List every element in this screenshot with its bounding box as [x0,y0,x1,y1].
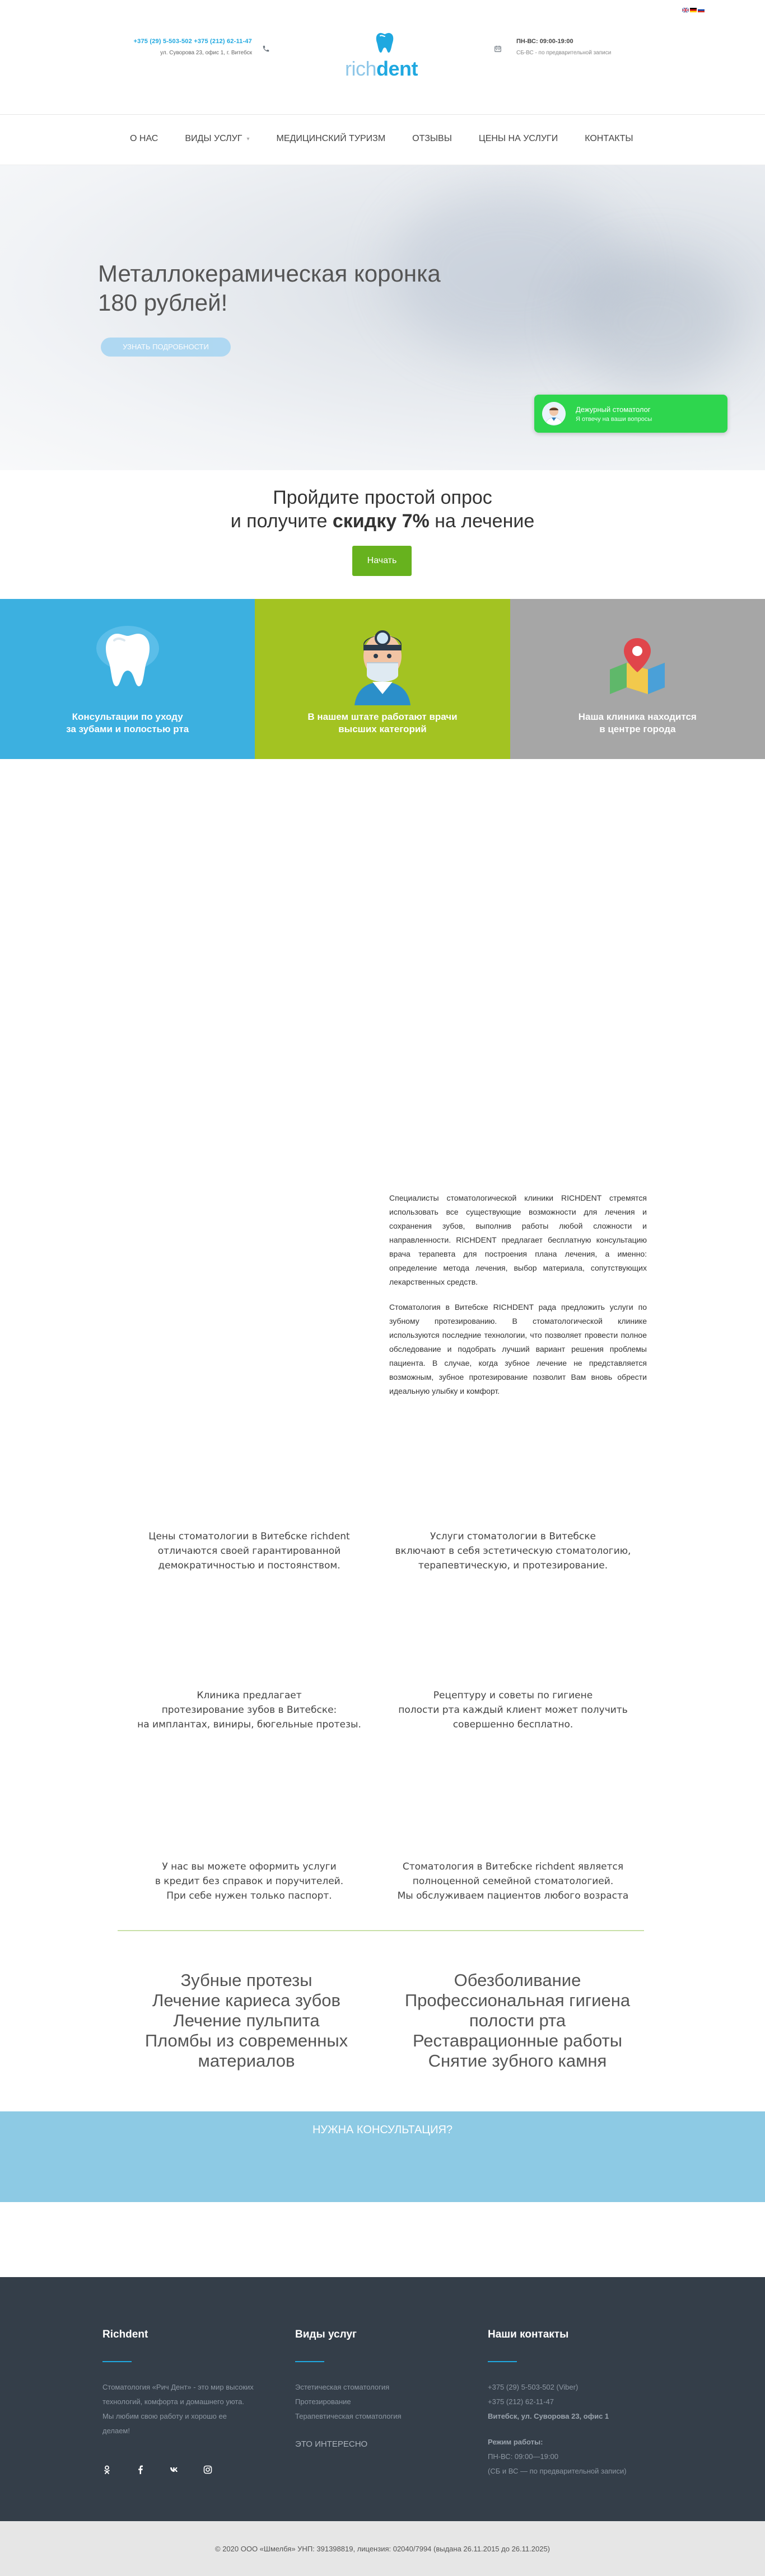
feature-text [0,711,255,736]
service-item[interactable]: Обезболивание [454,1970,581,1990]
footer-about-text: делаем! [102,2427,130,2435]
footer-contacts [488,2329,656,2479]
nav-item-reviews[interactable] [412,134,452,144]
intro-text [389,1191,647,1398]
service-item[interactable]: Лечение пульпита [173,2011,320,2030]
info-line: на имплантах, виниры, бюгельные протезы. [137,1719,361,1730]
intro-paragraph: Специалисты стоматологической клиники RICHDENT стремятся использовать все существующие возможности для лечения и сохранения зубов, выполнив работы любой сложности и направленности. RICHDENT предлагает бесплатную консультацию врача терапевта для построения плана лечения, а именно: определение метода лечения, выбор материала, сопутствующих лекарственных средств. [389,1193,647,1286]
services-list-left [112,1970,381,2071]
features-row [0,599,765,759]
nav-label: ОТЗЫВЫ [412,134,452,143]
odnoklassniki-icon[interactable] [102,2465,111,2474]
info-line: терапевтическую, и протезирование. [418,1560,608,1571]
info-line: Рецептуру и советы по гигиене [433,1690,593,1701]
feature-line: Консультации по уходу [72,711,183,722]
nav-item-about[interactable] [130,134,158,144]
info-line: Клиника предлагает [197,1690,302,1701]
feature-location [510,599,765,759]
nav-label: О НАС [130,134,158,143]
language-switcher [682,8,705,12]
main-nav [0,115,765,165]
survey-text: на лечение [429,510,535,532]
service-item[interactable]: Реставрационные работы [412,2031,623,2050]
hero-background [571,255,739,389]
info-line: отличаются своей гарантированной [157,1545,341,1557]
learn-more-button[interactable]: УЗНАТЬ ПОДРОБНОСТИ [101,338,231,357]
hours-note: СБ-ВС - по предварительной записи [516,50,612,56]
feature-line: В нашем штате работают врачи [307,711,458,722]
footer-link-prosthetics[interactable]: Протезирование [295,2397,351,2406]
info-line: Цены стоматологии в Витебске richdent [148,1531,350,1542]
hero-title-line: Металлокерамическая коронка [98,260,441,287]
survey-subheading [0,510,765,532]
vk-icon[interactable] [170,2465,179,2474]
copyright-text: © 2020 ООО «Шмелбя» УНП: 391398819, лицензия: 02040/7994 (выдана 26.11.2015 до 26.11.2025) [215,2545,550,2553]
footer-link-aesthetic[interactable]: Эстетическая стоматология [295,2383,390,2391]
service-item[interactable]: Пломбы из современных [144,2031,348,2050]
service-item[interactable]: материалов [198,2051,295,2071]
info-line: У нас вы можете оформить услуги [162,1861,337,1872]
logo-dent: dent [376,57,418,80]
info-family [387,1860,639,1903]
chat-title: Дежурный стоматолог [576,405,651,414]
chat-subtitle: Я отвечу на ваши вопросы [576,416,652,423]
phone-icon [262,45,270,53]
footer-link-therapeutic[interactable]: Терапевтическая стоматология [295,2412,402,2420]
footer-phone[interactable]: +375 (212) 62-11-47 [488,2397,554,2406]
top-header [0,0,765,115]
footer-hours-note: (СБ и ВС — по предварительной записи) [488,2467,627,2475]
info-credit [123,1860,375,1903]
section-divider [118,1930,644,1931]
working-hours [516,38,611,56]
nav-item-tourism[interactable] [277,134,386,144]
doctor-icon [343,621,422,705]
tooth-logo-icon [375,32,394,54]
logo-wordmark [345,57,418,81]
info-services [387,1529,639,1573]
info-line: полости рта каждый клиент может получить [398,1704,628,1716]
info-line: Стоматология в Витебске richdent является [402,1861,624,1872]
footer-heading: Richdent [102,2329,148,2340]
social-links [102,2465,270,2474]
service-item[interactable]: полости рта [469,2011,566,2030]
feature-consultation [0,599,255,759]
flag-de-icon[interactable] [690,8,697,12]
info-line: При себе нужен только паспорт. [166,1890,332,1901]
footer-interesting-link[interactable]: ЭТО ИНТЕРЕСНО [295,2439,368,2449]
header-contacts [118,38,252,56]
hero-title [98,259,490,317]
nav-list [130,134,660,144]
site-footer [0,2277,765,2521]
service-item[interactable]: Лечение кариеса зубов [152,1990,341,2010]
footer-about-text: Стоматология «Рич Дент» - это мир высоких [102,2383,254,2391]
service-item[interactable]: Профессиональная гигиена [404,1990,631,2010]
footer-heading-underline [488,2361,517,2362]
footer-address: Витебск, ул. Суворова 23, офис 1 [488,2412,609,2420]
feature-line: в центре города [599,724,676,734]
instagram-icon[interactable] [203,2465,212,2474]
nav-label: ЦЕНЫ НА УСЛУГИ [478,134,558,143]
info-line: совершенно бесплатно. [453,1719,573,1730]
info-prosthetics [123,1688,375,1732]
site-logo[interactable] [343,32,416,81]
service-item[interactable]: Зубные протезы [180,1970,312,1990]
feature-line: Наша клиника находится [578,711,697,722]
feature-line: за зубами и полостью рта [66,724,189,734]
survey-text: и получите [230,510,333,532]
feature-doctors [255,599,510,759]
footer-about [102,2329,270,2474]
chat-widget[interactable] [534,395,727,433]
footer-about-text: Мы любим свою работу и хорошо ее [102,2412,227,2420]
footer-hours-label: Режим работы: [488,2438,543,2446]
dentist-avatar [542,402,566,425]
start-survey-button[interactable]: Начать [352,546,412,576]
service-item[interactable]: Снятие зубного камня [428,2051,607,2071]
footer-heading-underline [295,2361,324,2362]
info-line: включают в себя эстетическую стоматологию, [395,1545,631,1557]
nav-item-contacts[interactable] [585,134,633,144]
chevron-down-icon: ▾ [246,135,250,142]
info-hygiene [387,1688,639,1732]
footer-services [295,2329,463,2449]
facebook-icon[interactable] [136,2465,145,2474]
nav-label: КОНТАКТЫ [585,134,633,143]
info-prices [123,1529,375,1573]
info-line: полноценной семейной стоматологией. [412,1876,614,1887]
copyright-bar [0,2521,765,2576]
feature-text [255,711,510,736]
header-phones[interactable]: +375 (29) 5-503-502 +375 (212) 62-11-47 [133,38,252,45]
footer-heading: Наши контакты [488,2329,569,2340]
services-list-right [383,1970,652,2071]
footer-about-text: технологий, комфорта и домашнего уюта. [102,2397,244,2406]
footer-hours: ПН-ВС: 09:00—19:00 [488,2452,558,2461]
flag-ru-icon[interactable] [698,8,705,12]
survey-heading: Пройдите простой опрос [273,487,492,508]
map-pin-icon [607,633,668,700]
info-line: демократичностью и постоянством. [158,1560,340,1571]
footer-heading-underline [102,2361,132,2362]
footer-heading: Виды услуг [295,2329,357,2340]
hero-banner [0,165,765,470]
hero-title-line: 180 рублей! [98,289,228,316]
info-line: в кредит без справок и поручителей. [155,1876,344,1887]
consultation-banner[interactable] [0,2111,765,2202]
nav-label: ВИДЫ УСЛУГ [185,134,242,143]
tooth-icon [94,621,161,694]
intro-paragraph: Стоматология в Витебске RICHDENT рада предложить услуги по зубному протезированию. В стоматологической клинике используются последние технологии, что позволяет провести полное обследование и подобрать лучший вариант решения проблемы пациента. В случае, когда зубное лечение не представляется возможным, зубное протезирование позволит Вам вновь обрести идеальную улыбку и комфорт. [389,1303,647,1395]
nav-item-services[interactable] [185,134,249,144]
discount-highlight: скидку 7% [332,510,430,532]
nav-label: МЕДИЦИНСКИЙ ТУРИЗМ [276,134,386,143]
footer-phone[interactable]: +375 (29) 5-503-502 (Viber) [488,2383,579,2391]
header-address: ул. Суворова 23, офис 1, г. Витебск [160,50,252,56]
info-line: Услуги стоматологии в Витебске [430,1531,596,1542]
hours-main: ПН-ВС: 09:00-19:00 [516,38,573,45]
logo-rich: rich [345,57,377,80]
feature-line: высших категорий [338,724,427,734]
feature-text [510,711,765,736]
calendar-icon [494,45,502,53]
info-line: протезирование зубов в Витебске: [161,1704,337,1716]
info-line: Мы обслуживаем пациентов любого возраста [397,1890,629,1901]
flag-en-icon[interactable] [682,8,689,12]
survey-section [0,470,765,599]
consultation-title: НУЖНА КОНСУЛЬТАЦИЯ? [312,2124,453,2136]
nav-item-prices[interactable] [479,134,558,144]
